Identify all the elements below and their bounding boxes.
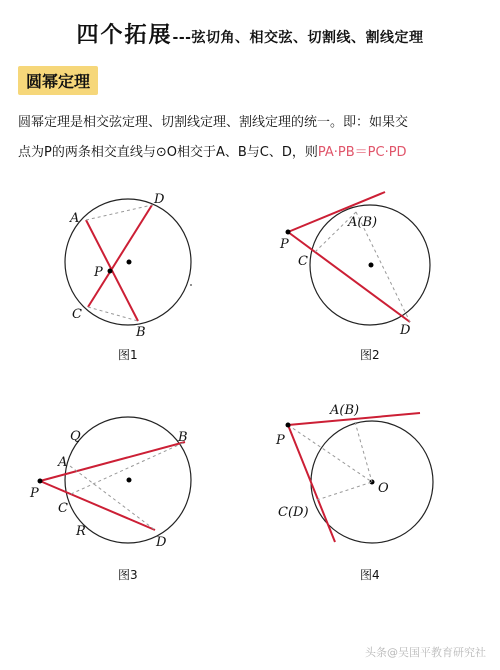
fig3-dash-ad: [70, 466, 155, 530]
figure-2: [279, 192, 430, 338]
fig3-center-dot: [127, 478, 132, 483]
fig1-stray-dot: [190, 284, 192, 286]
fig2-caption: 图2: [360, 348, 380, 362]
fig2-center-dot: [369, 263, 374, 268]
fig4-dash-ao: [355, 422, 372, 482]
fig4-dash-po: [288, 425, 372, 482]
fig2-label-c: C: [298, 254, 308, 269]
fig4-caption: 图4: [360, 568, 380, 582]
fig1-label-a: A: [70, 211, 80, 226]
fig2-label-p: P: [280, 237, 289, 252]
fig3-label-d: D: [156, 535, 167, 550]
fig1-chord-cd: [88, 205, 152, 307]
section-heading: 圆幂定理: [18, 66, 98, 95]
fig1-label-b: B: [136, 325, 146, 340]
theorem-formula: PA·PB＝PC·PD: [317, 145, 407, 160]
figure-3: [29, 417, 191, 550]
paragraph-line-2-text: 点为P的两条相交直线与⊙O相交于A、B与C、D，则: [18, 145, 318, 160]
fig4-label-p: P: [276, 433, 285, 448]
figure-4: [275, 403, 433, 543]
fig3-label-a: A: [58, 455, 68, 470]
fig4-point-p: [286, 423, 291, 428]
watermark: 头条@吴国平教育研究社: [365, 646, 486, 659]
fig2-secant-line: [288, 232, 410, 322]
fig3-point-p: [38, 479, 43, 484]
fig3-label-q: Q: [70, 429, 81, 444]
fig2-label-d: D: [400, 323, 411, 338]
fig1-dash-cb: [88, 307, 138, 321]
title-sub: ---弦切角、相交弦、切割线、割线定理: [172, 30, 424, 46]
fig1-center-dot: [127, 260, 132, 265]
fig1-label-c: C: [72, 307, 82, 322]
fig3-caption: 图3: [118, 568, 138, 582]
fig1-point-p: [108, 269, 113, 274]
fig4-label-o: O: [378, 481, 389, 496]
fig4-dash-co: [317, 482, 372, 500]
fig3-label-r: R: [76, 524, 86, 539]
fig4-tangent-bottom: [288, 425, 335, 542]
fig4-label-ab: A(B): [330, 403, 360, 418]
fig1-caption: 图1: [118, 348, 138, 362]
figure-1: [65, 192, 192, 340]
fig2-point-p: [286, 230, 291, 235]
fig2-label-ab: A(B): [348, 215, 378, 230]
title-main: 四个拓展: [76, 23, 173, 48]
fig3-label-b: B: [178, 430, 188, 445]
fig1-label-p: P: [94, 265, 103, 280]
fig3-label-p: P: [30, 486, 39, 501]
paragraph-line-1: 圆幂定理是相交弦定理、切割线定理、割线定理的统一。即：如果交: [18, 115, 409, 130]
fig3-label-c: C: [58, 501, 68, 516]
fig4-label-cd: C(D): [278, 505, 309, 520]
fig1-label-d: D: [154, 192, 165, 207]
